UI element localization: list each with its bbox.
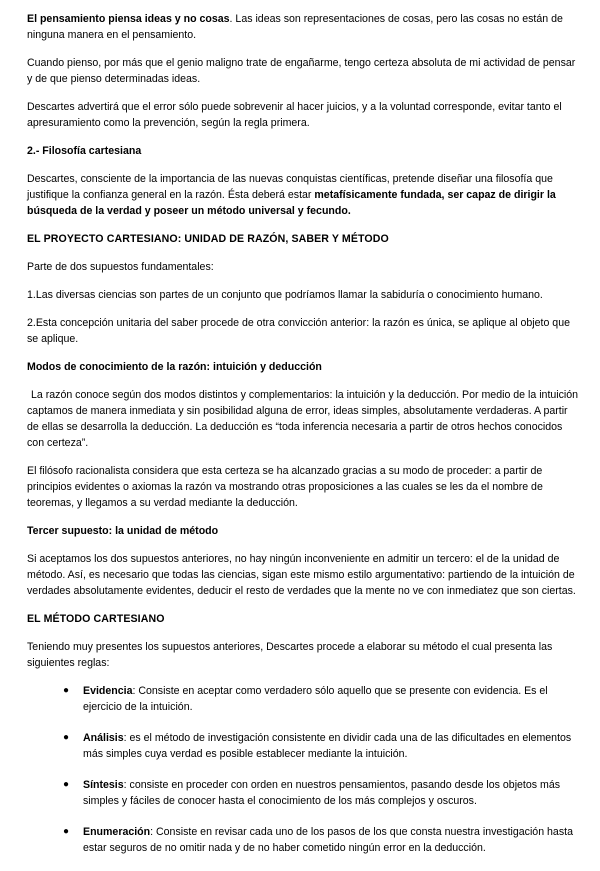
bold-phrase: El pensamiento piensa ideas y no cosas	[27, 13, 230, 25]
rule-term: Evidencia	[83, 685, 133, 697]
rule-text: : Consiste en revisar cada uno de los pasos de los que consta nuestra investigación hasta estar seguros de no omitir nada y de no haber cometido ningún error en la deducción.	[83, 826, 573, 854]
bullet-icon: ●	[63, 826, 70, 837]
paragraph-text: . Las ideas son representaciones de cosas, pero las cosas no están de ninguna manera en el pensamiento.	[27, 13, 563, 41]
heading-tercer-supuesto: Tercer supuesto: la unidad de método	[27, 525, 219, 537]
list-item-evidencia	[63, 683, 579, 715]
list-item-enumeracion	[63, 824, 579, 856]
paragraph-unidad-metodo: Si aceptamos los dos supuestos anteriores, no hay ningún inconveniente en admitir un tercero: el de la unidad de método. Así, es necesario que todas las ciencias, sigan este mismo estilo argumentativo: partiendo de la intuición de verdades absolutamente evidentes, deducir el resto de verdades que la mente no ve con inmediatez que son ciertas.	[27, 553, 576, 597]
rule-text: : es el método de investigación consistente en dividir cada una de las dificultades en elementos más simples cuya verdad es posible establecer mediante la intuición.	[83, 732, 572, 760]
document-page	[27, 11, 579, 871]
heading-filosofia-cartesiana: 2.- Filosofía cartesiana	[27, 145, 142, 157]
rule-term: Síntesis	[83, 779, 124, 791]
bullet-icon: ●	[63, 779, 70, 790]
list-item-analisis	[63, 730, 579, 762]
bold-phrase: metafísicamente fundada, ser capaz de dirigir la búsqueda de la verdad y poseer un método universal y fecundo.	[27, 189, 556, 217]
heading-proyecto-cartesiano: EL PROYECTO CARTESIANO: UNIDAD DE RAZÓN, SABER Y MÉTODO	[27, 233, 389, 245]
paragraph-supuesto-2: 2.Esta concepción unitaria del saber procede de otra convicción anterior: la razón es única, se aplique al objeto que se aplique.	[27, 317, 570, 345]
rules-list	[27, 683, 579, 856]
rule-term: Enumeración	[83, 826, 151, 838]
paragraph-descartes-consciente	[27, 171, 579, 219]
bullet-icon: ●	[63, 685, 70, 696]
rule-term: Análisis	[83, 732, 124, 744]
paragraph-text: La razón conoce según dos modos distintos y complementarios: la intuición y la deducción. Por medio de la intuición captamos de manera inmediata y sin posibilidad alguna de error, ideas simples, absolutamente verdaderas. A partir de ellas se desarrolla la deducción. La deducción es “toda inferencia necesaria a partir de otros hechos conocidos con certeza”.	[27, 389, 579, 449]
paragraph-text: Descartes, consciente de la importancia de las nuevas conquistas científicas, pretende diseñar una filosofía que justifique la confianza general en la razón. Ésta deberá estar	[27, 173, 553, 201]
rule-text: : consiste en proceder con orden en nuestros pensamientos, pasando desde los objetos más simples y fáciles de conocer hasta el conocimiento de los más complejos y oscuros.	[83, 779, 561, 807]
paragraph-supuesto-1: 1.Las diversas ciencias son partes de un conjunto que podríamos llamar la sabiduría o conocimiento humano.	[27, 289, 543, 301]
list-item-sintesis	[63, 777, 579, 809]
rule-text: : Consiste en aceptar como verdadero sólo aquello que se presente con evidencia. Es el ejercicio de la intuición.	[83, 685, 548, 713]
paragraph-supuestos: Parte de dos supuestos fundamentales:	[27, 261, 214, 273]
heading-modos-conocimiento: Modos de conocimiento de la razón: intuición y deducción	[27, 361, 322, 373]
paragraph-genio-maligno: Cuando pienso, por más que el genio maligno trate de engañarme, tengo certeza absoluta de mi actividad de pensar y de que pienso determinadas ideas.	[27, 57, 576, 85]
bullet-icon: ●	[63, 732, 70, 743]
paragraph-reglas-intro: Teniendo muy presentes los supuestos anteriores, Descartes procede a elaborar su método el cual presenta las siguientes reglas:	[27, 641, 553, 669]
paragraph-error: Descartes advertirá que el error sólo puede sobrevenir al hacer juicios, y a la voluntad corresponde, evitar tanto el apresuramiento como la prevención, según la regla primera.	[27, 101, 562, 129]
heading-metodo-cartesiano: EL MÉTODO CARTESIANO	[27, 613, 165, 625]
paragraph-ideas	[27, 11, 579, 43]
paragraph-intuicion-deduccion	[27, 387, 579, 451]
paragraph-filosofo-racionalista: El filósofo racionalista considera que esta certeza se ha alcanzado gracias a su modo de proceder: a partir de principios evidentes o axiomas la razón va mostrando otras proposiciones a las cuales se les da el nombre de teoremas, y llegamos a su verdad mediante la deducción.	[27, 465, 543, 509]
